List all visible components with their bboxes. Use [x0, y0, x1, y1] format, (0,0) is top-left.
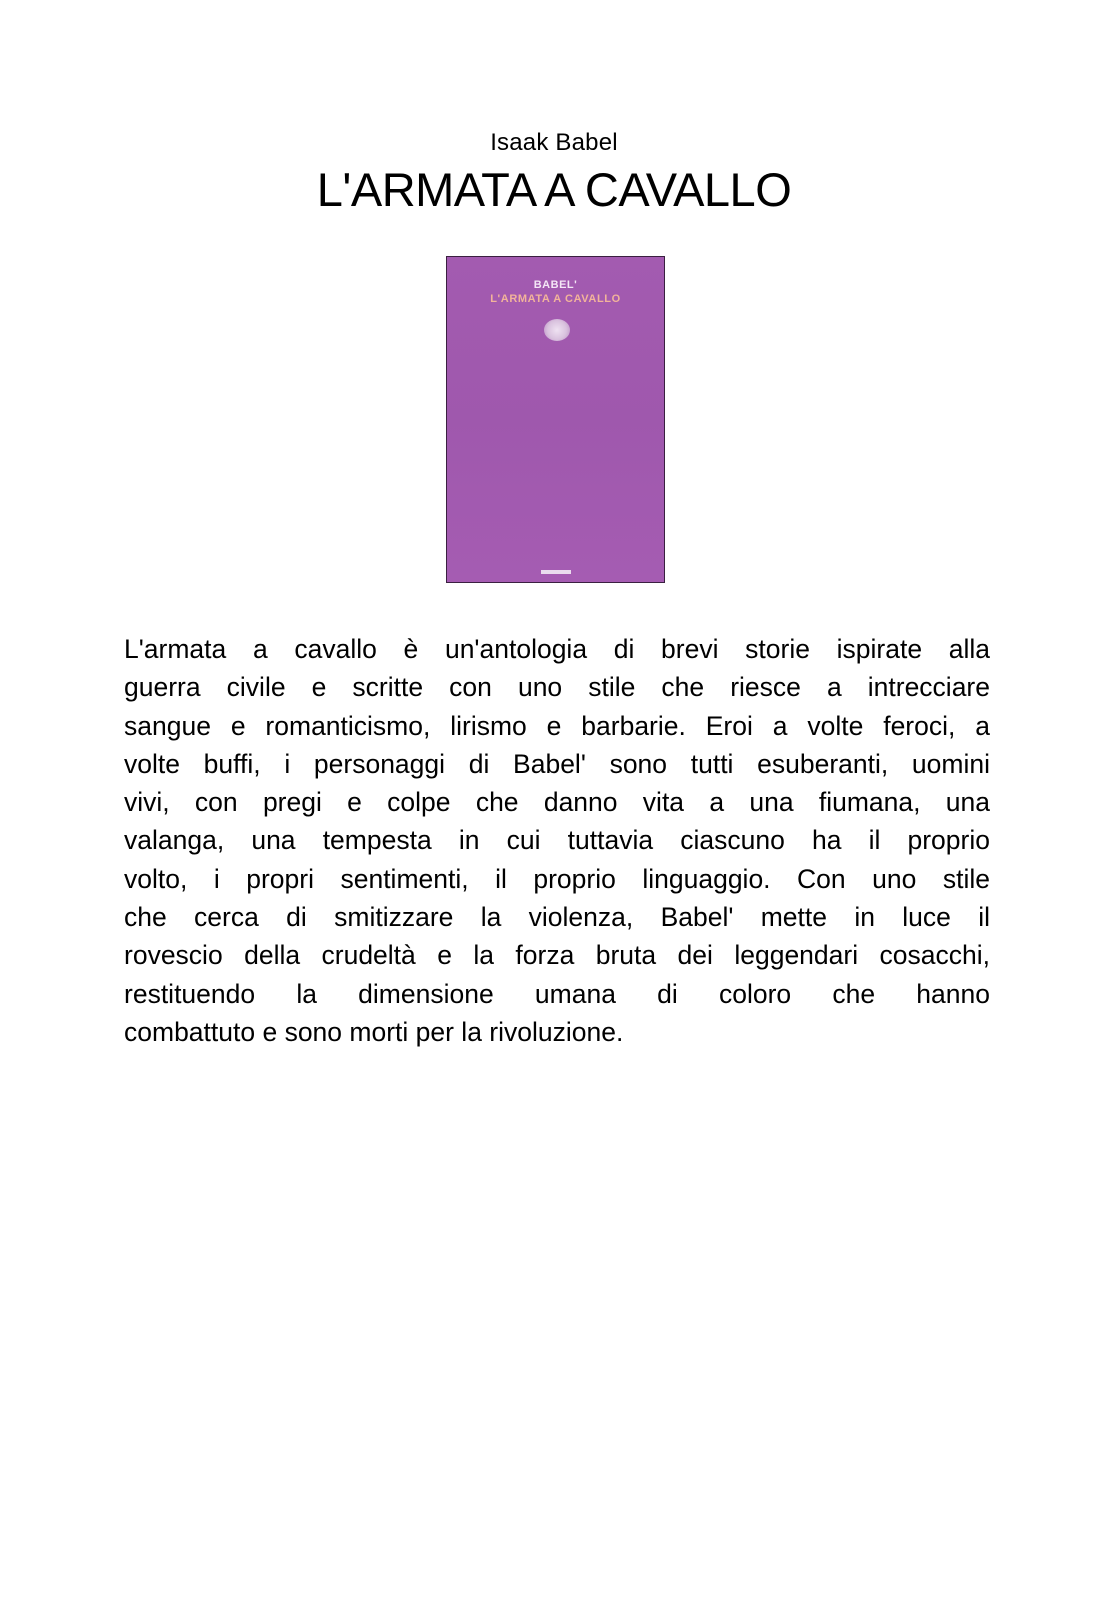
- description-line: che cerca di smitizzare la violenza, Babel' mette in luce il: [124, 902, 990, 933]
- book-cover-image: [446, 256, 665, 583]
- cover-publisher-mark: [541, 570, 571, 574]
- description-line: vivi, con pregi e colpe che danno vita a una fiumana, una: [124, 787, 990, 818]
- description-line: valanga, una tempesta in cui tuttavia ciascuno ha il proprio: [124, 825, 990, 856]
- book-description: [124, 630, 990, 1051]
- description-line: restituendo la dimensione umana di coloro che hanno: [124, 978, 990, 1009]
- description-line: volto, i propri sentimenti, il proprio linguaggio. Con uno stile: [124, 863, 990, 894]
- book-title: L'ARMATA A CAVALLO: [316, 163, 792, 216]
- author-name: Isaak Babel: [490, 129, 618, 156]
- cover-author: BABEL': [533, 279, 578, 291]
- cover-title: L'ARMATA A CAVALLO: [490, 293, 621, 305]
- einaudi-emblem-icon: [544, 319, 570, 341]
- description-line: guerra civile e scritte con uno stile che riesce a intrecciare: [124, 672, 990, 703]
- description-line: L'armata a cavallo è un'antologia di brevi storie ispirate alla: [124, 634, 990, 664]
- description-line: combattuto e sono morti per la rivoluzione.: [124, 1016, 624, 1047]
- description-line: volte buffi, i personaggi di Babel' sono tutti esuberanti, uomini: [124, 748, 990, 779]
- description-line: sangue e romanticismo, lirismo e barbarie. Eroi a volte feroci, a: [124, 710, 990, 741]
- description-line: rovescio della crudeltà e la forza bruta dei leggendari cosacchi,: [124, 940, 990, 971]
